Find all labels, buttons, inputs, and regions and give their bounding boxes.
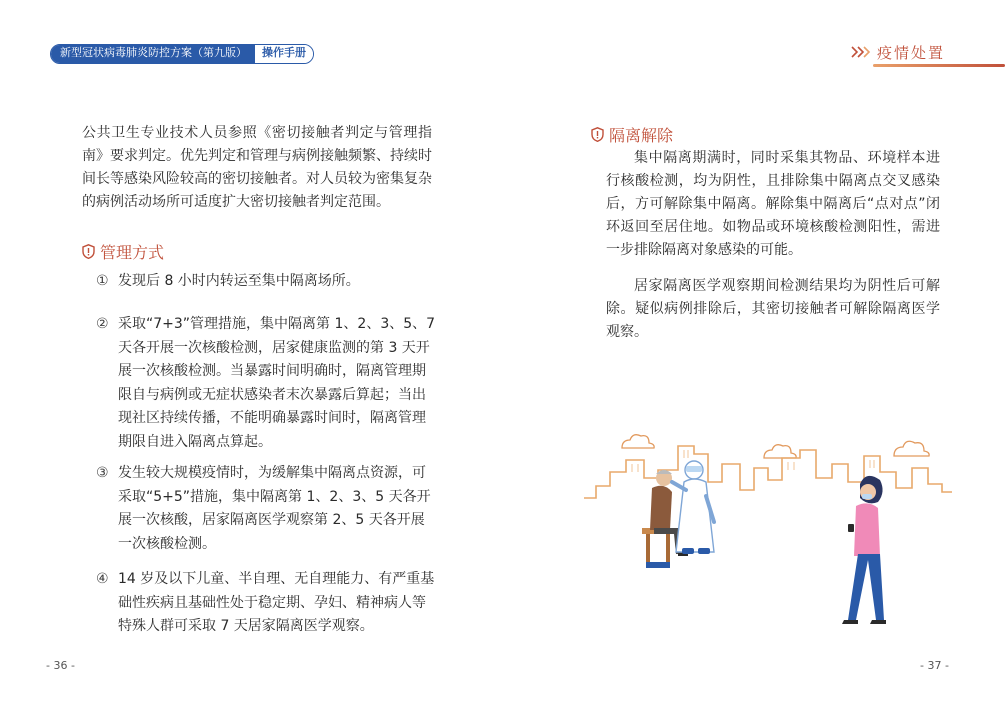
item-number: ③ [96,465,109,481]
item-number: ④ [96,571,109,587]
section-title: 管理方式 [100,243,165,262]
manual-title: 新型冠状病毒肺炎防控方案（第九版） [51,45,255,63]
list-item [96,462,438,556]
shield-alert-icon [82,244,95,259]
list-item [96,270,438,294]
manual-badge: 操作手册 [255,45,313,63]
item-text: 采取“7+3”管理措施，集中隔离第 1、2、3、5、7 天各开展一次核酸检测，居家健康监测的第 3 天开展一次核酸检测。当暴露时间明确时，隔离管理期限自与病例或无症状感染者末次暴露后算起；当出现社区持续传播，不能明确暴露时间时，隔离管理期限自进入隔离点算起。 [118,316,436,450]
shield-alert-icon [591,127,604,142]
chapter-title: 疫情处置 [877,44,946,62]
list-item [96,568,438,639]
page-number-left: - 36 - [46,659,75,672]
item-text: 发生较大规模疫情时，为缓解集中隔离点资源，可采取“5+5”措施，集中隔离第 1、2、3、5 天各开展一次核酸，居家隔离医学观察第 2、5 天各开展一次核酸检测。 [118,465,431,552]
release-paragraph-1: 集中隔离期满时，同时采集其物品、环境样本进行核酸检测，均为阴性，且排除集中隔离点交叉感染后，方可解除集中隔离。解除集中隔离后“点对点”闭环返回至居住地。如物品或环境核酸检测阳性，需进一步排除隔离对象感染的可能。 [606,150,940,258]
item-number: ① [96,273,109,289]
chevron-right-icon [851,45,873,59]
intro-paragraph: 公共卫生专业技术人员参照《密切接触者判定与管理指南》要求判定。优先判定和管理与病例接触频繁、持续时间长等感染风险较高的密切接触者。对人员较为密集复杂的病例活动场所可适度扩大密切接触者判定范围。 [82,125,432,210]
list-item [96,313,438,454]
item-text: 发现后 8 小时内转运至集中隔离场所。 [118,273,360,289]
walking-person [842,476,886,624]
item-text: 14 岁及以下儿童、半自理、无自理能力、有严重基础性疾病且基础性处于稳定期、孕妇、精神病人等特殊人群可采取 7 天居家隔离医学观察。 [118,571,435,634]
page-number-right: - 37 - [920,659,949,672]
section-heading-release [591,123,673,146]
item-number: ② [96,316,109,332]
nucleic-test-illustration [582,420,954,660]
chapter-header [845,38,1005,68]
release-paragraph-2: 居家隔离医学观察期间检测结果均为阴性后可解除。疑似病例排除后，其密切接触者可解除隔离医学观察。 [606,278,940,340]
manual-header-badge [50,44,314,64]
section-title: 隔离解除 [609,126,674,145]
section-heading-management [82,240,164,263]
chapter-underline [873,64,1005,67]
cloud-icon [622,435,929,458]
